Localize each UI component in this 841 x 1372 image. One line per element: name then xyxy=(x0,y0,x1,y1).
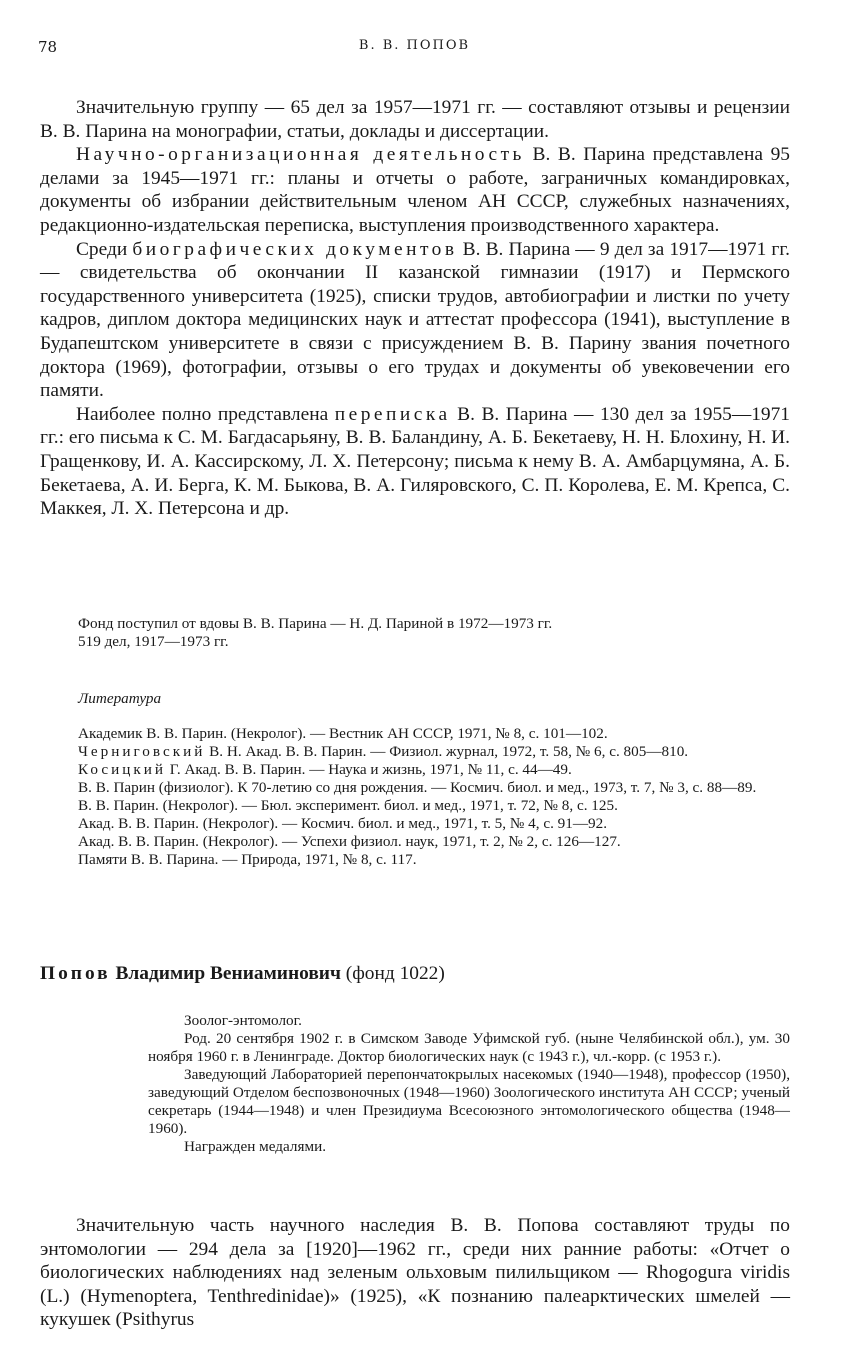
reference-text: Академик В. В. Парин. (Некролог). — Вестник АН СССР, 1971, № 8, с. 101—102. xyxy=(78,725,608,742)
reference-author: Черниговский xyxy=(78,743,206,760)
reference-text: Акад. В. В. Парин. (Некролог). — Успехи физиол. наук, 1971, т. 2, № 2, с. 126—127. xyxy=(78,833,621,850)
reference-author: Косицкий xyxy=(78,761,166,778)
reference-item xyxy=(40,851,790,869)
paragraph-entomology: Значительную часть научного наследия В. В. Попова составляют труды по энтомологии — 294 дела за [1920]—1962 гг., среди них ранние работы: «Отчет о биологических наблюдениях над зеленым ольховым пилильщиком — Rhogogura viridis (L.) (Hymenoptera, Tenthredinidae)» (1925), «К познанию палеарктических шмелей — кукушек (Psithyrus xyxy=(40,1215,790,1331)
page-number: 78 xyxy=(38,38,58,56)
person-given-name: Владимир Вениаминович xyxy=(110,963,341,984)
reference-item xyxy=(40,797,790,815)
reference-text: В. Н. Акад. В. В. Парин. — Физиол. журнал, 1972, т. 58, № 6, с. 805—810. xyxy=(205,743,689,760)
paragraph-text: В. В. Парина — 9 дел за 1917—1971 гг. — свидетельства об окончании II казанской гимназии (1917) и Пермского государственного университета (1925), списки трудов, автобиографии и листки по учету кадров, диплом доктора медицинских наук и аттестат профессора (1941), выступление в Будапештском университете в связи с присуждением В. В. Парину звания почетного доктора (1969), фотографии, отзывы о его трудах и документы об увековечении его памяти. xyxy=(40,238,790,402)
paragraph-reviews: Значительную группу — 65 дел за 1957—1971 гг. — составляют отзывы и рецензии В. В. Парина на монографии, статьи, доклады и диссертации. xyxy=(40,97,790,142)
bio-paragraph: Награжден медалями. xyxy=(184,1138,327,1155)
person-heading xyxy=(40,962,800,986)
spaced-term: биографических документов xyxy=(132,238,458,260)
tail-text xyxy=(40,1214,790,1332)
spaced-term: Научно-организационная деятельность xyxy=(76,144,525,166)
reference-item xyxy=(40,725,790,743)
references-list xyxy=(40,725,790,869)
paragraph-organizational xyxy=(40,143,790,237)
reference-item xyxy=(40,779,790,797)
bio-paragraph: Род. 20 сентября 1902 г. в Симском Заводе Уфимской губ. (ныне Челябинской обл.), ум. 30 ноября 1960 г. в Ленинграде. Доктор биологических наук (с 1943 г.), чл.-корр. (с 1953 г.). xyxy=(148,1030,790,1065)
paragraph-text: Среди xyxy=(76,238,133,260)
reference-text: Акад. В. В. Парин. (Некролог). — Космич. биол. и мед., 1971, т. 5, № 4, с. 91—92. xyxy=(78,815,608,832)
reference-item xyxy=(40,815,790,833)
fund-number: (фонд 1022) xyxy=(340,963,445,984)
biography xyxy=(148,1012,790,1156)
paragraph-biographical xyxy=(40,238,790,403)
page-header xyxy=(38,38,791,62)
bio-paragraph: Зоолог-энтомолог. xyxy=(184,1012,302,1029)
reference-item xyxy=(40,743,790,761)
paragraph-correspondence xyxy=(40,403,790,521)
running-head: В. В. ПОПОВ xyxy=(358,38,471,53)
paragraph-text: В. В. Парина — 130 дел за 1955—1971 гг.: его письма к С. М. Багдасарьяну, В. В. Баландину, А. Б. Бекетаеву, Н. Н. Блохину, Н. И. Гращенкову, И. А. Кассирскому, Л. Х. Петерсону; письма к нему В. А. Амбарцумяна, А. Б. Бекетаева, А. И. Берга, К. М. Быкова, В. А. Гиляровского, С. П. Королева, Е. М. Крепса, С. Маккея, Л. Х. Петерсона и др. xyxy=(40,403,791,520)
spaced-term: переписка xyxy=(334,403,451,425)
reference-text: Г. Акад. В. В. Парин. — Наука и жизнь, 1971, № 11, с. 44—49. xyxy=(165,761,572,778)
person-surname: Попов xyxy=(40,963,111,984)
reference-text: В. В. Парин. (Некролог). — Бюл. эксперимент. биол. и мед., 1971, т. 72, № 8, с. 125. xyxy=(78,797,618,814)
reference-text: В. В. Парин (физиолог). К 70-летию со дня рождения. — Космич. биол. и мед., 1973, т. 7, № 3, с. 88—89. xyxy=(78,779,757,796)
bio-paragraph: Заведующий Лабораторией перепончатокрылых насекомых (1940—1948), профессор (1950), заведующий Отделом беспозвоночных (1948—1960) Зоологического института АН СССР; ученый секретарь (1944—1948) и член Президиума Всесоюзного энтомологического общества (1948—1960). xyxy=(148,1066,790,1137)
paragraph-text: Наиболее полно представлена xyxy=(76,403,335,425)
fund-note xyxy=(78,615,790,651)
reference-item xyxy=(40,833,790,851)
fund-note-line: 519 дел, 1917—1973 гг. xyxy=(78,633,229,650)
main-text xyxy=(40,96,790,521)
fund-note-line: Фонд поступил от вдовы В. В. Парина — Н. Д. Париной в 1972—1973 гг. xyxy=(78,615,553,632)
literature-heading: Литература xyxy=(78,690,162,707)
reference-item xyxy=(40,761,790,779)
reference-text: Памяти В. В. Парина. — Природа, 1971, № 8, с. 117. xyxy=(78,851,417,868)
paragraph-text: В. В. Парина представлена 95 делами за 1945—1971 гг.: планы и отчеты о работе, заграничных командировках, документы об избрании действительным членом АН СССР, служебных назначениях, редакционно-издательская переписка, выступления производственного характера. xyxy=(40,144,790,236)
